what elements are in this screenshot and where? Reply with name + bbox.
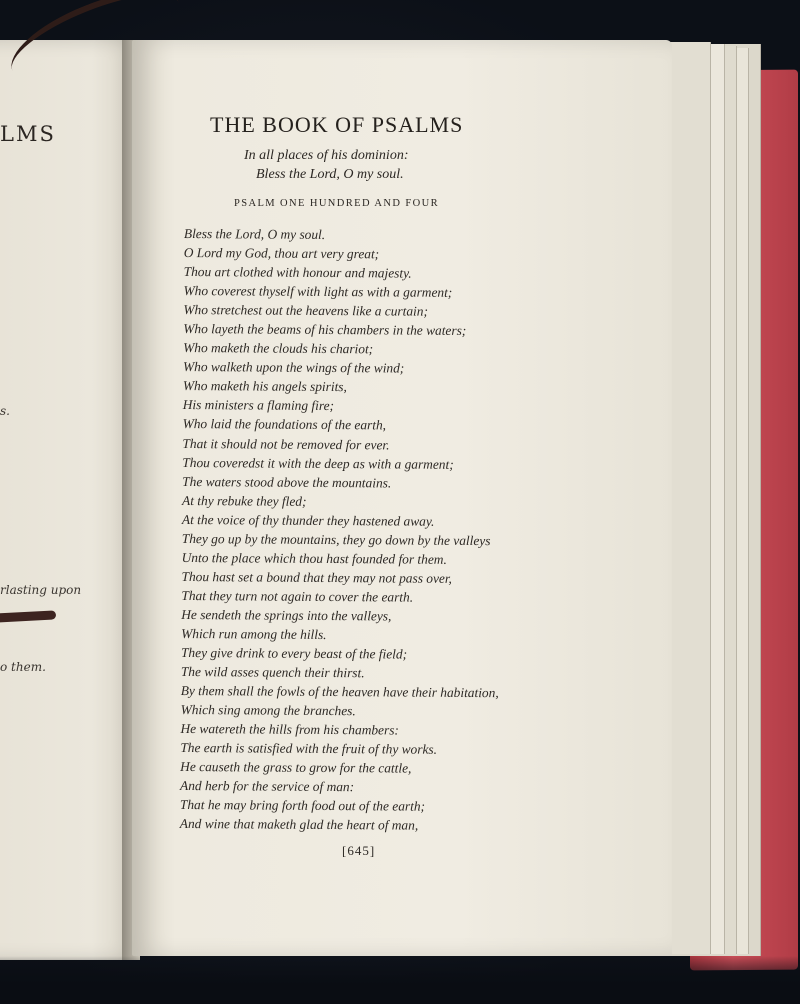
left-page-text: s. bbox=[0, 404, 10, 418]
verse-line: O Lord my God, thou art very great; bbox=[183, 245, 380, 262]
verse-line: Who laid the foundations of the earth, bbox=[182, 416, 387, 433]
verse-line: That it should not be removed for ever. bbox=[182, 435, 390, 452]
verse-line: That he may bring forth food out of the earth; bbox=[179, 797, 426, 815]
verse-line: By them shall the fowls of the heaven have their habitation, bbox=[180, 683, 499, 701]
left-page-text: o them. bbox=[0, 660, 46, 674]
verse-line: That they turn not again to cover the earth. bbox=[181, 587, 414, 605]
verse-line: His ministers a flaming fire; bbox=[182, 397, 335, 414]
left-page bbox=[0, 40, 140, 960]
verse-line: Who maketh his angels spirits, bbox=[182, 378, 347, 395]
verse-line: Thou hast set a bound that they may not pass over, bbox=[181, 568, 452, 586]
verse-line: Who stretchest out the heavens like a curtain; bbox=[183, 302, 429, 319]
verse-line: Which run among the hills. bbox=[181, 625, 327, 642]
verse-line: He watereth the hills from his chambers: bbox=[180, 721, 399, 738]
verse-line: At the voice of thy thunder they hastened away. bbox=[181, 511, 435, 529]
verse-line: And herb for the service of man: bbox=[180, 778, 355, 795]
verse-line: Who coverest thyself with light as with a garment; bbox=[183, 283, 453, 301]
epigraph-line: Bless the Lord, O my soul. bbox=[256, 167, 404, 182]
verse-line: Who layeth the beams of his chambers in the waters; bbox=[183, 321, 467, 339]
left-page-text: rlasting upon bbox=[0, 583, 82, 597]
verse-line: He sendeth the springs into the valleys, bbox=[181, 606, 392, 624]
verse-line: The waters stood above the mountains. bbox=[182, 473, 392, 491]
verse-line: Who walketh upon the wings of the wind; bbox=[182, 359, 405, 376]
left-page-heading: LMS bbox=[0, 122, 56, 146]
page-number: [645] bbox=[342, 843, 376, 858]
verse-line: They give drink to every beast of the field; bbox=[180, 645, 408, 662]
verse-line: They go up by the mountains, they go down by the valleys bbox=[181, 530, 491, 548]
table-surface bbox=[0, 956, 800, 1004]
epigraph-line: In all places of his dominion: bbox=[244, 148, 409, 163]
verse-line: Thou art clothed with honour and majesty. bbox=[183, 264, 412, 281]
verse-line: Thou coveredst it with the deep as with a garment; bbox=[182, 454, 454, 472]
page-title: THE BOOK OF PSALMS bbox=[210, 112, 464, 137]
verse-line: Which sing among the branches. bbox=[180, 702, 356, 719]
verse-line: At thy rebuke they fled; bbox=[182, 492, 307, 509]
verse-line: Who maketh the clouds his chariot; bbox=[183, 340, 374, 357]
verse-line: And wine that maketh glad the heart of man, bbox=[179, 816, 419, 834]
verse-line: He causeth the grass to grow for the cattle, bbox=[180, 759, 412, 776]
verse-list bbox=[180, 224, 502, 836]
psalm-heading: PSALM ONE HUNDRED AND FOUR bbox=[234, 198, 439, 209]
verse-line: Unto the place which thou hast founded for them. bbox=[181, 549, 447, 567]
verse-line: The earth is satisfied with the fruit of thy works. bbox=[180, 740, 438, 758]
verse-line: Bless the Lord, O my soul. bbox=[183, 225, 326, 242]
verse-line: The wild asses quench their thirst. bbox=[180, 664, 365, 681]
